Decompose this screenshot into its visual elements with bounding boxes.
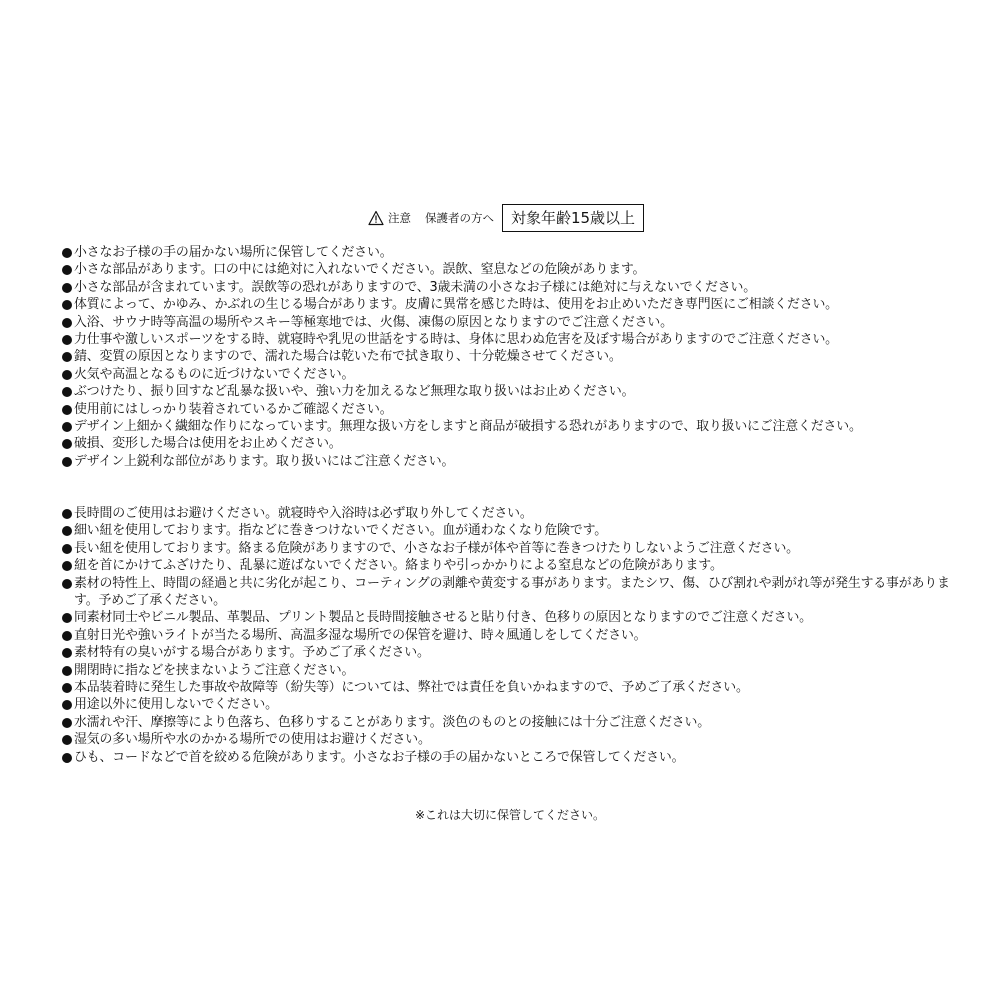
- warning-icon: [368, 210, 384, 226]
- caution-item: 直射日光や強いライトが当たる場所、高温多湿な場所での保管を避け、時々風通しをしてください。: [62, 627, 970, 644]
- caution-item: 小さなお子様の手の届かない場所に保管してください。: [62, 244, 970, 261]
- caution-item: デザイン上細かく繊細な作りになっています。無理な扱い方をしますと商品が破損する恐れがありますので、取り扱いにご注意ください。: [62, 418, 970, 435]
- caution-item: 用途以外に使用しないでください。: [62, 696, 970, 713]
- caution-label: 注意: [387, 211, 411, 225]
- caution-header: [0, 203, 1000, 233]
- caution-item: デザイン上鋭利な部位があります。取り扱いにはご注意ください。: [62, 453, 970, 470]
- footer-note-row: [0, 806, 1000, 823]
- caution-item: 小さな部品があります。口の中には絶対に入れないでください。誤飲、窒息などの危険があります。: [62, 261, 970, 278]
- caution-header-inner: [368, 204, 644, 232]
- caution-item: ぶつけたり、振り回すなど乱暴な扱いや、強い力を加えるなど無理な取り扱いはお止めください。: [62, 383, 970, 400]
- caution-item: 素材の特性上、時間の経過と共に劣化が起こり、コーティングの剥離や黄変する事があります。またシワ、傷、ひび割れや剥がれ等が発生する事があります。予めご了承ください。: [62, 575, 970, 610]
- caution-item: 錆、変質の原因となりますので、濡れた場合は乾いた布で拭き取り、十分乾燥させてください。: [62, 348, 970, 365]
- caution-item: 紐を首にかけてふざけたり、乱暴に遊ばないでください。絡まりや引っかかりによる窒息などの危険があります。: [62, 557, 970, 574]
- caution-item: 破損、変形した場合は使用をお止めください。: [62, 435, 970, 452]
- caution-item: 火気や高温となるものに近づけないでください。: [62, 366, 970, 383]
- caution-item: 本品装着時に発生した事故や故障等（紛失等）については、弊社では責任を負いかねますので、予めご了承ください。: [62, 679, 970, 696]
- caution-item: 素材特有の臭いがする場合があります。予めご了承ください。: [62, 644, 970, 661]
- caution-item: 体質によって、かゆみ、かぶれの生じる場合があります。皮膚に異常を感じた時は、使用をお止めいただき専門医にご相談ください。: [62, 296, 970, 313]
- caution-item: 長い紐を使用しております。絡まる危険がありますので、小さなお子様が体や首等に巻きつけたりしないようご注意ください。: [62, 540, 970, 557]
- caution-item: 細い紐を使用しております。指などに巻きつけないでください。血が通わなくなり危険です。: [62, 522, 970, 539]
- caution-item: 入浴、サウナ時等高温の場所やスキー等極寒地では、火傷、凍傷の原因となりますのでご注意ください。: [62, 314, 970, 331]
- caution-item: 開閉時に指などを挟まないようご注意ください。: [62, 662, 970, 679]
- footer-note: ※これは大切に保管してください。: [414, 808, 606, 822]
- caution-item: 使用前にはしっかり装着されているかご確認ください。: [62, 401, 970, 418]
- caution-item: 力仕事や激しいスポーツをする時、就寝時や乳児の世話をする時は、身体に思わぬ危害を及ぼす場合がありますのでご注意ください。: [62, 331, 970, 348]
- caution-item: 小さな部品が含まれています。誤飲等の恐れがありますので、3歳未満の小さなお子様には絶対に与えないでください。: [62, 279, 970, 296]
- caution-item: 水濡れや汗、摩擦等により色落ち、色移りすることがあります。淡色のものとの接触には十分ご注意ください。: [62, 714, 970, 731]
- caution-list-2: [62, 505, 970, 766]
- caution-list-1: [62, 244, 970, 470]
- caution-item: 湿気の多い場所や水のかかる場所での使用はお避けください。: [62, 731, 970, 748]
- caution-item: ひも、コードなどで首を絞める危険があります。小さなお子様の手の届かないところで保管してください。: [62, 749, 970, 766]
- caution-item: 同素材同士やビニル製品、革製品、プリント製品と長時間接触させると貼り付き、色移りの原因となりますのでご注意ください。: [62, 609, 970, 626]
- age-target-badge: 対象年齢15歳以上: [502, 204, 644, 232]
- guardian-label: 保護者の方へ: [424, 211, 494, 225]
- caution-item: 長時間のご使用はお避けください。就寝時や入浴時は必ず取り外してください。: [62, 505, 970, 522]
